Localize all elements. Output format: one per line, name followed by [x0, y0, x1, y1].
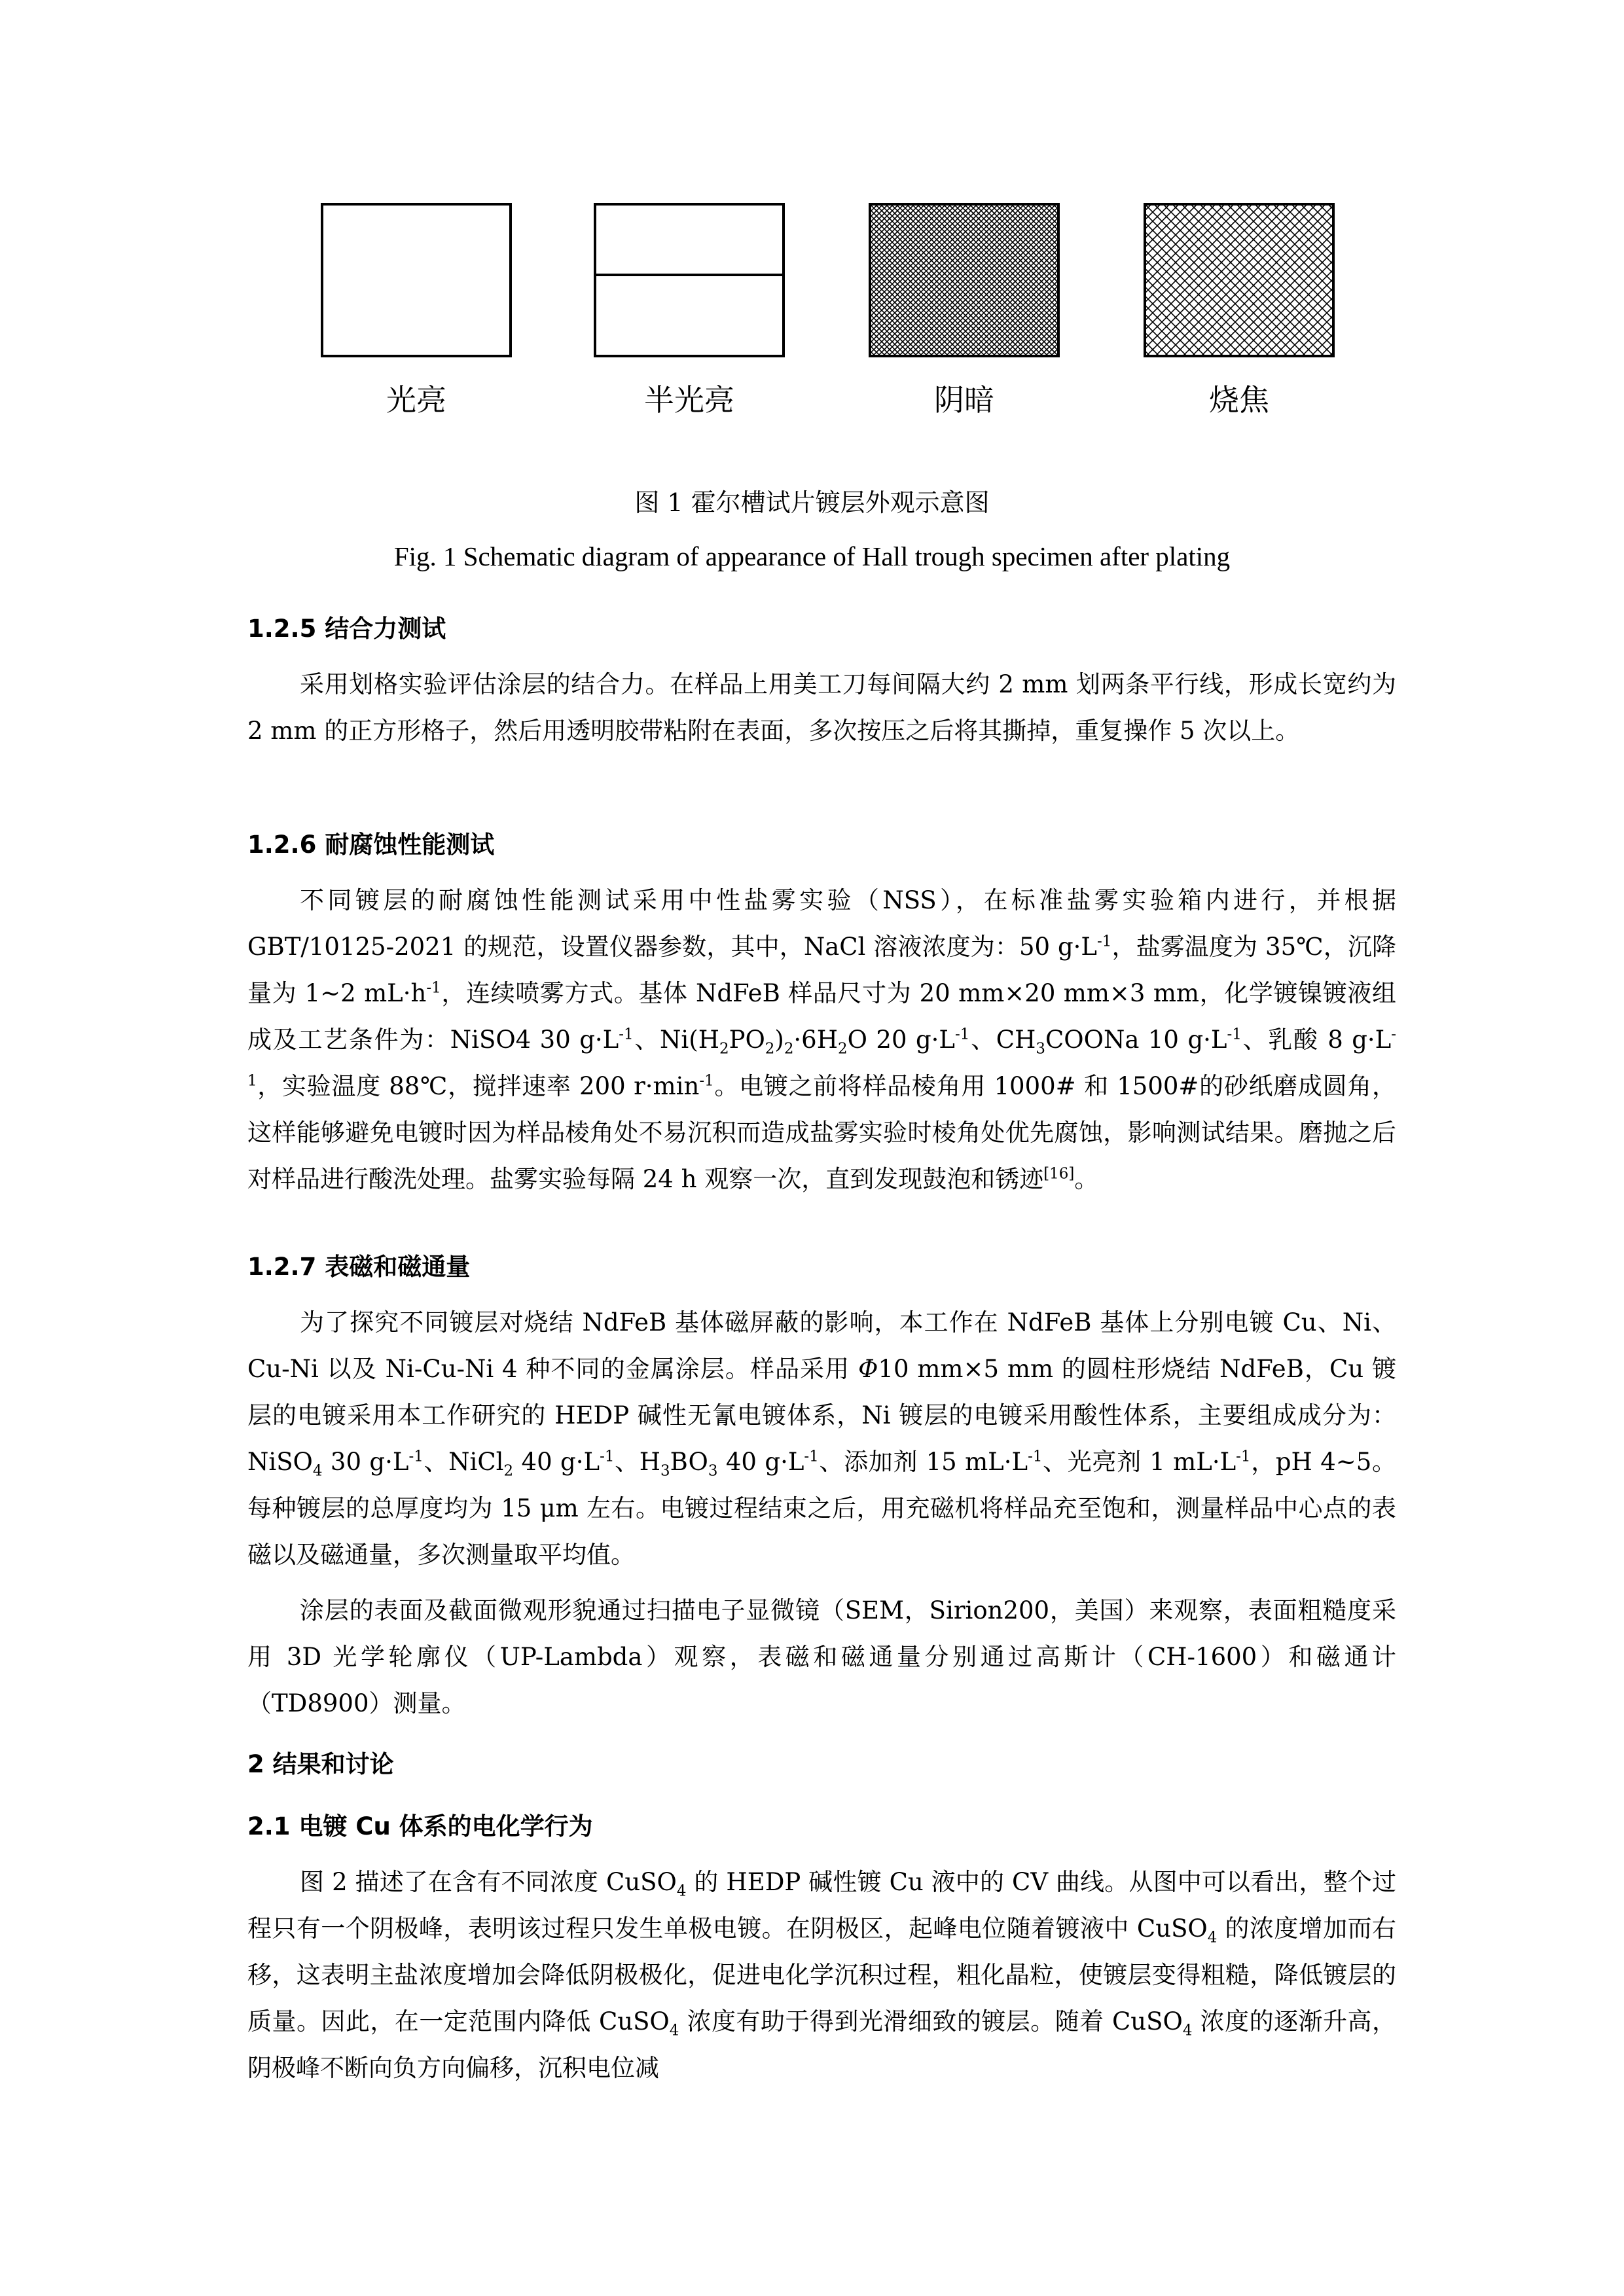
- section-2-1-paragraph: 图 2 描述了在含有不同浓度 CuSO$_4$ 的 HEDP 碱性镀 Cu 液中的 CV 曲线。从图中可以看出，整个过程只有一个阴极峰，表明该过程只发生单极电镀。在阴极区，起峰电位随着镀液中 CuSO$_4$ 的浓度增加而右移，这表明主盐浓度增加会降低阴极极化，促进电化学沉积过程，粗化晶粒，使镀层变得粗糙，降低镀层的质量。因此，在一定范围内降低 CuSO$_4$ 浓度有助于得到光滑细致的镀层。随着 CuSO$_4$ 浓度的逐渐升高，阴极峰不断向负方向偏移，沉积电位减: [247, 1868, 1396, 2082]
- section-1-2-6-title: 1.2.6 耐腐蚀性能测试: [247, 831, 495, 859]
- section-1-2-5-paragraph: 采用划格实验评估涂层的结合力。在样品上用美工刀每间隔大约 2 mm 划两条平行线，形成长宽约为 2 mm 的正方形格子，然后用透明胶带粘附在表面，多次按压之后将其撕掉，重复操作 5 次以上。: [247, 670, 1396, 745]
- specimen-bright: [321, 203, 512, 357]
- label-burnt: 烧焦: [1209, 382, 1269, 418]
- section-1-2-6-paragraph: 不同镀层的耐腐蚀性能测试采用中性盐雾实验（NSS），在标准盐雾实验箱内进行，并根据 GBT/10125-2021 的规范，设置仪器参数，其中，NaCl 溶液浓度为：50 $g\cdot L^{-1}$，盐雾温度为 35℃，沉降量为 1~2 $mL\cdot h^{-1}$，连续喷雾方式。基体 NdFeB 样品尺寸为 20 mm×20 mm×3 mm，化学镀镍镀液组成及工艺条件为：NiSO4 30 $g\cdot L^{-1}$、$Ni(H_2PO_2)_2\cdot 6H_2O$ 20 $g\cdot L^{-1}$、$CH_3COONa$ 10 $g\cdot L^{-1}$、乳酸 8 $g\cdot L^{-1}$，实验温度 88℃，搅拌速率 200 $r\cdot\min^{-1}$。电镀之前将样品棱角用 1000# 和 1500#的砂纸磨成圆角，这样能够避免电镀时因为样品棱角处不易沉积而造成盐雾实验时棱角处优先腐蚀，影响测试结果。磨抛之后对样品进行酸洗处理。盐雾实验每隔 24 h 观察一次，直到发现鼓泡和锈迹[16]。: [247, 886, 1397, 1193]
- section-2-title: 2 结果和讨论: [247, 1750, 394, 1778]
- figure-caption-cn: 图 1 霍尔槽试片镀层外观示意图: [634, 488, 990, 517]
- label-semi-bright: 半光亮: [644, 382, 734, 418]
- section-1-2-7-title: 1.2.7 表磁和磁通量: [247, 1253, 471, 1281]
- section-1-2-7-paragraph-2: 涂层的表面及截面微观形貌通过扫描电子显微镜（SEM，Sirion200，美国）来观察，表面粗糙度采用 3D 光学轮廓仪（UP-Lambda）观察，表磁和磁通量分别通过高斯计（CH-1600）和磁通计（TD8900）测量。: [247, 1596, 1396, 1717]
- specimen-semi-bright: [594, 203, 785, 357]
- label-bright: 光亮: [386, 382, 446, 418]
- figure-caption-en: Fig. 1 Schematic diagram of appearance of Hall trough specimen after plating: [393, 541, 1231, 571]
- section-1-2-5-title: 1.2.5 结合力测试: [247, 615, 446, 643]
- label-dark: 阴暗: [934, 382, 994, 418]
- section-1-2-7-paragraph-1: 为了探究不同镀层对烧结 NdFeB 基体磁屏蔽的影响，本工作在 NdFeB 基体上分别电镀 Cu、Ni、Cu-Ni 以及 Ni-Cu-Ni 4 种不同的金属涂层。样品采用 Φ10 mm×5 mm 的圆柱形烧结 NdFeB，Cu 镀层的电镀采用本工作研究的 HEDP 碱性无氰电镀体系，Ni 镀层的电镀采用酸性体系，主要组成成分为：NiSO$_4$ 30 $g\cdot L^{-1}$、NiCl$_2$ 40 $g\cdot L^{-1}$、$H_3BO_3$ 40 $g\cdot L^{-1}$、添加剂 15 $mL\cdot L^{-1}$、光亮剂 1 $mL\cdot L^{-1}$，pH 4~5。每种镀层的总厚度均为 15 μm 左右。电镀过程结束之后，用充磁机将样品充至饱和，测量样品中心点的表磁以及磁通量，多次测量取平均值。: [247, 1308, 1397, 1569]
- specimen-dark: [869, 203, 1060, 357]
- figure-1: [0, 203, 1624, 445]
- specimen-burnt: [1144, 203, 1335, 357]
- section-2-1-title: 2.1 电镀 Cu 体系的电化学行为: [247, 1812, 593, 1840]
